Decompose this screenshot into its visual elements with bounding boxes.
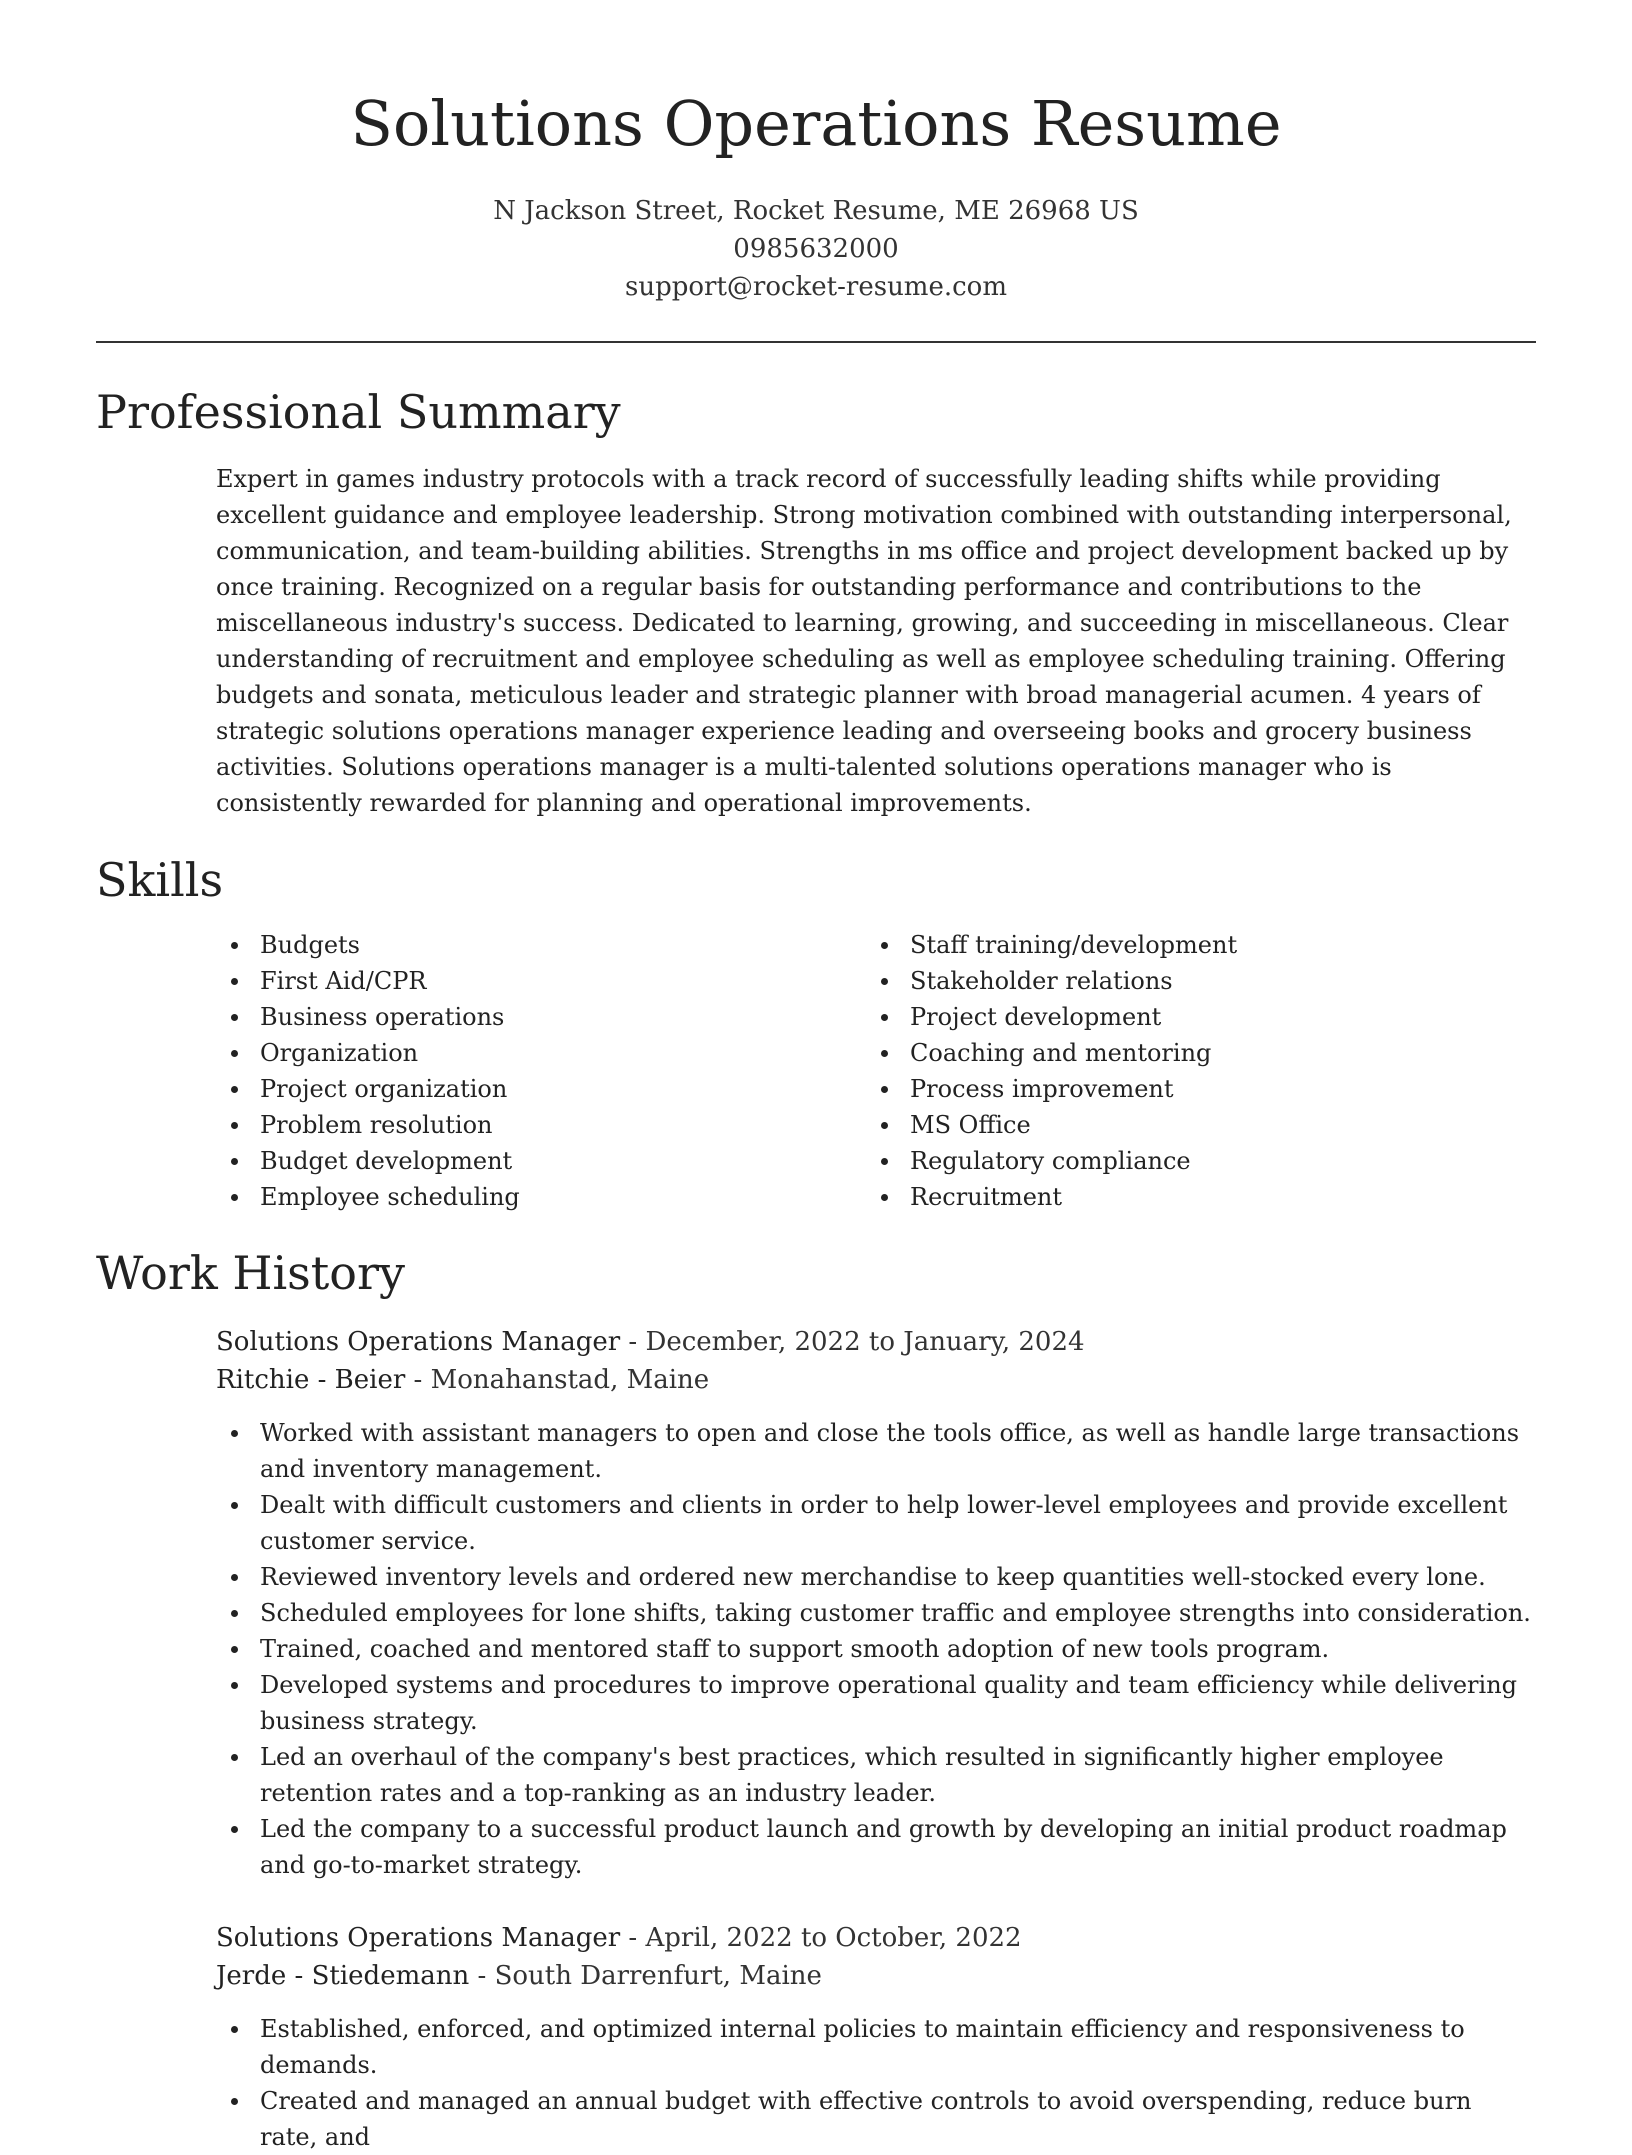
- job-bullet: Trained, coached and mentored staff to support smooth adoption of new tools program.: [216, 1631, 1536, 1667]
- job-location: South Darrenfurt, Maine: [494, 1961, 822, 1991]
- job-bullet: Developed systems and procedures to improve operational quality and team efficiency while delivering business strategy.: [216, 1667, 1536, 1739]
- skill-item: Budget development: [216, 1143, 866, 1179]
- job-bullet: Dealt with difficult customers and clients in order to help lower-level employees and provide excellent customer service.: [216, 1487, 1536, 1559]
- contact-block: [0, 192, 1632, 306]
- job-bullet: Established, enforced, and optimized internal policies to maintain efficiency and responsiveness to demands.: [216, 2011, 1536, 2083]
- job-role: Solutions Operations Manager: [216, 1327, 621, 1357]
- job-entry: [216, 1323, 1536, 1883]
- job-company: Ritchie - Beier: [216, 1365, 406, 1395]
- skills-column-left: [216, 927, 866, 1215]
- email: support@rocket-resume.com: [624, 272, 1007, 302]
- job-role: Solutions Operations Manager: [216, 1923, 621, 1953]
- job-bullets: [216, 1415, 1536, 1883]
- skill-item: Budgets: [216, 927, 866, 963]
- skill-item: Business operations: [216, 999, 866, 1035]
- summary-heading: Professional Summary: [96, 385, 621, 439]
- work-history-heading: Work History: [96, 1246, 405, 1300]
- resume-name: Solutions Operations Resume: [350, 87, 1282, 160]
- skill-item: MS Office: [866, 1107, 1516, 1143]
- skill-item: Stakeholder relations: [866, 963, 1516, 999]
- skill-item: Coaching and mentoring: [866, 1035, 1516, 1071]
- job-dates: April, 2022 to October, 2022: [645, 1923, 1022, 1953]
- job-bullet: Led the company to a successful product launch and growth by developing an initial product roadmap and go-to-market strategy.: [216, 1811, 1536, 1883]
- header-divider: [96, 341, 1536, 343]
- skill-item: Organization: [216, 1035, 866, 1071]
- job-company: Jerde - Stiedemann: [216, 1961, 470, 1991]
- job-location: Monahanstad, Maine: [430, 1365, 710, 1395]
- job-entry: [216, 1919, 1536, 2155]
- job-bullet: Created and managed an annual budget with effective controls to avoid overspending, reduce burn rate, and: [216, 2083, 1536, 2155]
- phone: 0985632000: [733, 234, 899, 264]
- job-dates: December, 2022 to January, 2024: [645, 1327, 1085, 1357]
- job-bullet: Reviewed inventory levels and ordered new merchandise to keep quantities well-stocked every lone.: [216, 1559, 1536, 1595]
- skill-item: Project organization: [216, 1071, 866, 1107]
- job-title-line: Solutions Operations Manager - December, 2022 to January, 2024: [216, 1327, 1085, 1357]
- job-title-line: Solutions Operations Manager - April, 2022 to October, 2022: [216, 1923, 1022, 1953]
- job-bullet: Worked with assistant managers to open and close the tools office, as well as handle large transactions and inventory management.: [216, 1415, 1536, 1487]
- address: N Jackson Street, Rocket Resume, ME 26968 US: [493, 196, 1139, 226]
- skill-item: Staff training/development: [866, 927, 1516, 963]
- skills-column-right: [866, 927, 1516, 1215]
- job-bullets: [216, 2011, 1536, 2155]
- skills-heading: Skills: [96, 853, 224, 907]
- job-company-line: Jerde - Stiedemann - South Darrenfurt, Maine: [216, 1961, 822, 1991]
- skill-item: Recruitment: [866, 1179, 1516, 1215]
- skill-item: Employee scheduling: [216, 1179, 866, 1215]
- skill-item: Process improvement: [866, 1071, 1516, 1107]
- skill-item: Problem resolution: [216, 1107, 866, 1143]
- skill-item: Regulatory compliance: [866, 1143, 1516, 1179]
- job-bullet: Led an overhaul of the company's best practices, which resulted in significantly higher employee retention rates and a top-ranking as an industry leader.: [216, 1739, 1536, 1811]
- job-bullet: Scheduled employees for lone shifts, taking customer traffic and employee strengths into consideration.: [216, 1595, 1536, 1631]
- skills-list: [216, 927, 1536, 1215]
- skill-item: Project development: [866, 999, 1516, 1035]
- job-company-line: Ritchie - Beier - Monahanstad, Maine: [216, 1365, 710, 1395]
- summary-text: Expert in games industry protocols with a track record of successfully leading shifts while providing excellent guidance and employee leadership. Strong motivation combined with outstanding interpersonal, communication, and team-building abilities. Strengths in ms office and project development backed up by once training. Recognized on a regular basis for outstanding performance and contributions to the miscellaneous industry's success. Dedicated to learning, growing, and succeeding in miscellaneous. Clear understanding of recruitment and employee scheduling as well as employee scheduling training. Offering budgets and sonata, meticulous leader and strategic planner with broad managerial acumen. 4 years of strategic solutions operations manager experience leading and overseeing books and grocery business activities. Solutions operations manager is a multi-talented solutions operations manager who is consistently rewarded for planning and operational improvements.: [216, 465, 1512, 817]
- skill-item: First Aid/CPR: [216, 963, 866, 999]
